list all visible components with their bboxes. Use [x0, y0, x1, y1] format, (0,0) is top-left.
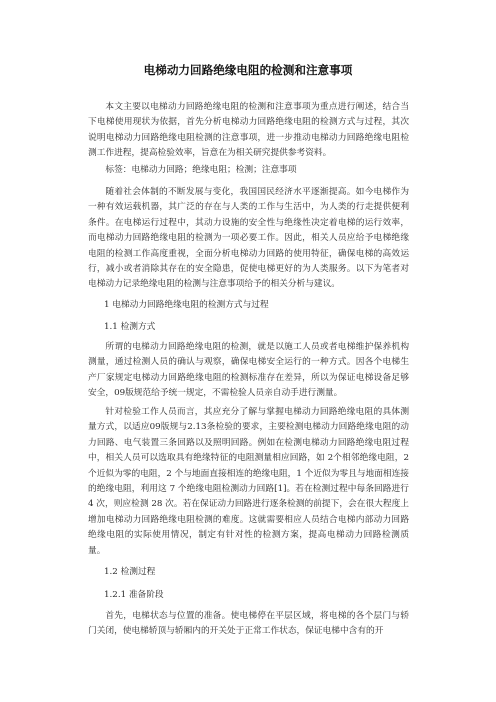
section-heading-1-2-1: 1.2.1 准备阶段 [104, 590, 164, 600]
process-block [88, 609, 409, 640]
abstract-block [88, 100, 409, 162]
paper-title: 电梯动力回路绝缘电阻的检测和注意事项 [143, 63, 353, 77]
keywords-line: 标签：电梯动力回路；绝缘电阻；检测；注意事项 [105, 165, 297, 175]
intro-block [88, 185, 409, 293]
abstract-paragraph: 本文主要以电梯动力回路绝缘电阻的检测和注意事项为重点进行阐述，结合当下电梯使用现状为依据，首先分析电梯动力回路绝缘电阻的检测方式与过程，其次说明电梯动力回路绝缘电阻检测的注意事项，进一步推动电梯动力回路绝缘电阻检测工作进程，提高检验效率，旨意在为相关研究提供参考资料。 [88, 102, 409, 159]
method-block [88, 340, 409, 402]
section-heading-1: 1 电梯动力回路绝缘电阻的检测方式与过程 [104, 300, 269, 310]
process-paragraph: 首先，电梯状态与位置的准备。使电梯停在平层区域，将电梯的各个层门与轿门关闭，使电梯轿顶与轿厢内的开关处于正常工作状态，保证电梯中含有的开 [88, 611, 409, 637]
method-paragraph-1: 所谓的电梯动力回路绝缘电阻的检测，就是以施工人员或者电梯维护保养机构测量，通过检测人员的确认与观察，确保电梯安全运行的一种方式。因各个电梯生产厂家规定电梯动力回路绝缘电阻的检测标准存在差异，所以为保证电梯设备足够安全，09版规范给予统一规定，不需检验人员亲自动手进行测量。 [88, 342, 409, 399]
intro-paragraph: 随着社会体制的不断发展与变化，我国国民经济水平逐渐提高。如今电梯作为一种有效运载机器，其广泛的存在与人类的工作与生活中，为人类的行走提供便利条件。在电梯运行过程中，其动力设施的安全性与绝缘性决定着电梯的运行效率，而电梯动力回路绝缘电阻的检测为一项必要工作。因此，相关人员应给予电梯绝缘电阻的检测工作高度重视，全面分析电梯动力回路的使用特征，确保电梯的高效运行，减小或者消除其存在的安全隐患，促使电梯更好的为人类服务。以下为笔者对电梯动力记录绝缘电阻的检测与注意事项给予的相关分析与建议。 [88, 187, 409, 290]
section-heading-1-1: 1.1 检测方式 [104, 322, 156, 332]
section-heading-1-2: 1.2 检测过程 [104, 567, 156, 577]
method-block-2 [88, 405, 409, 559]
method-paragraph-2: 针对检验工作人员而言，其应充分了解与掌握电梯动力回路绝缘电阻的具体测量方式，以适应09版规与2.13条检验的要求，主要检测电梯动力回路绝缘电阻的动力回路、电气装置三条回路以及照明回路。例如在检测电梯动力回路绝缘电阻过程中，相关人员可以选取具有绝缘特征的电阻测量相应回路，如 2个相邻绝缘电阻，2 个近似为零的电阻，2 个与地面直接相连的绝缘电阻，1 个近似为零且与地面相连接的绝缘电阻，利用这 7 个绝缘电阻检测动力回路[1]。若在检测过程中每条回路进行 4 次，则应检测 28 次。若在保证动力回路进行逐条检测的前提下，会在很大程度上增加电梯动力回路绝缘电阻检测的难度。这就需要相应人员结合电梯内部动力回路绝缘电阻的实际使用情况，制定有针对性的检测方案，提高电梯动力回路检测质量。 [88, 407, 409, 556]
keywords-block [88, 163, 409, 178]
